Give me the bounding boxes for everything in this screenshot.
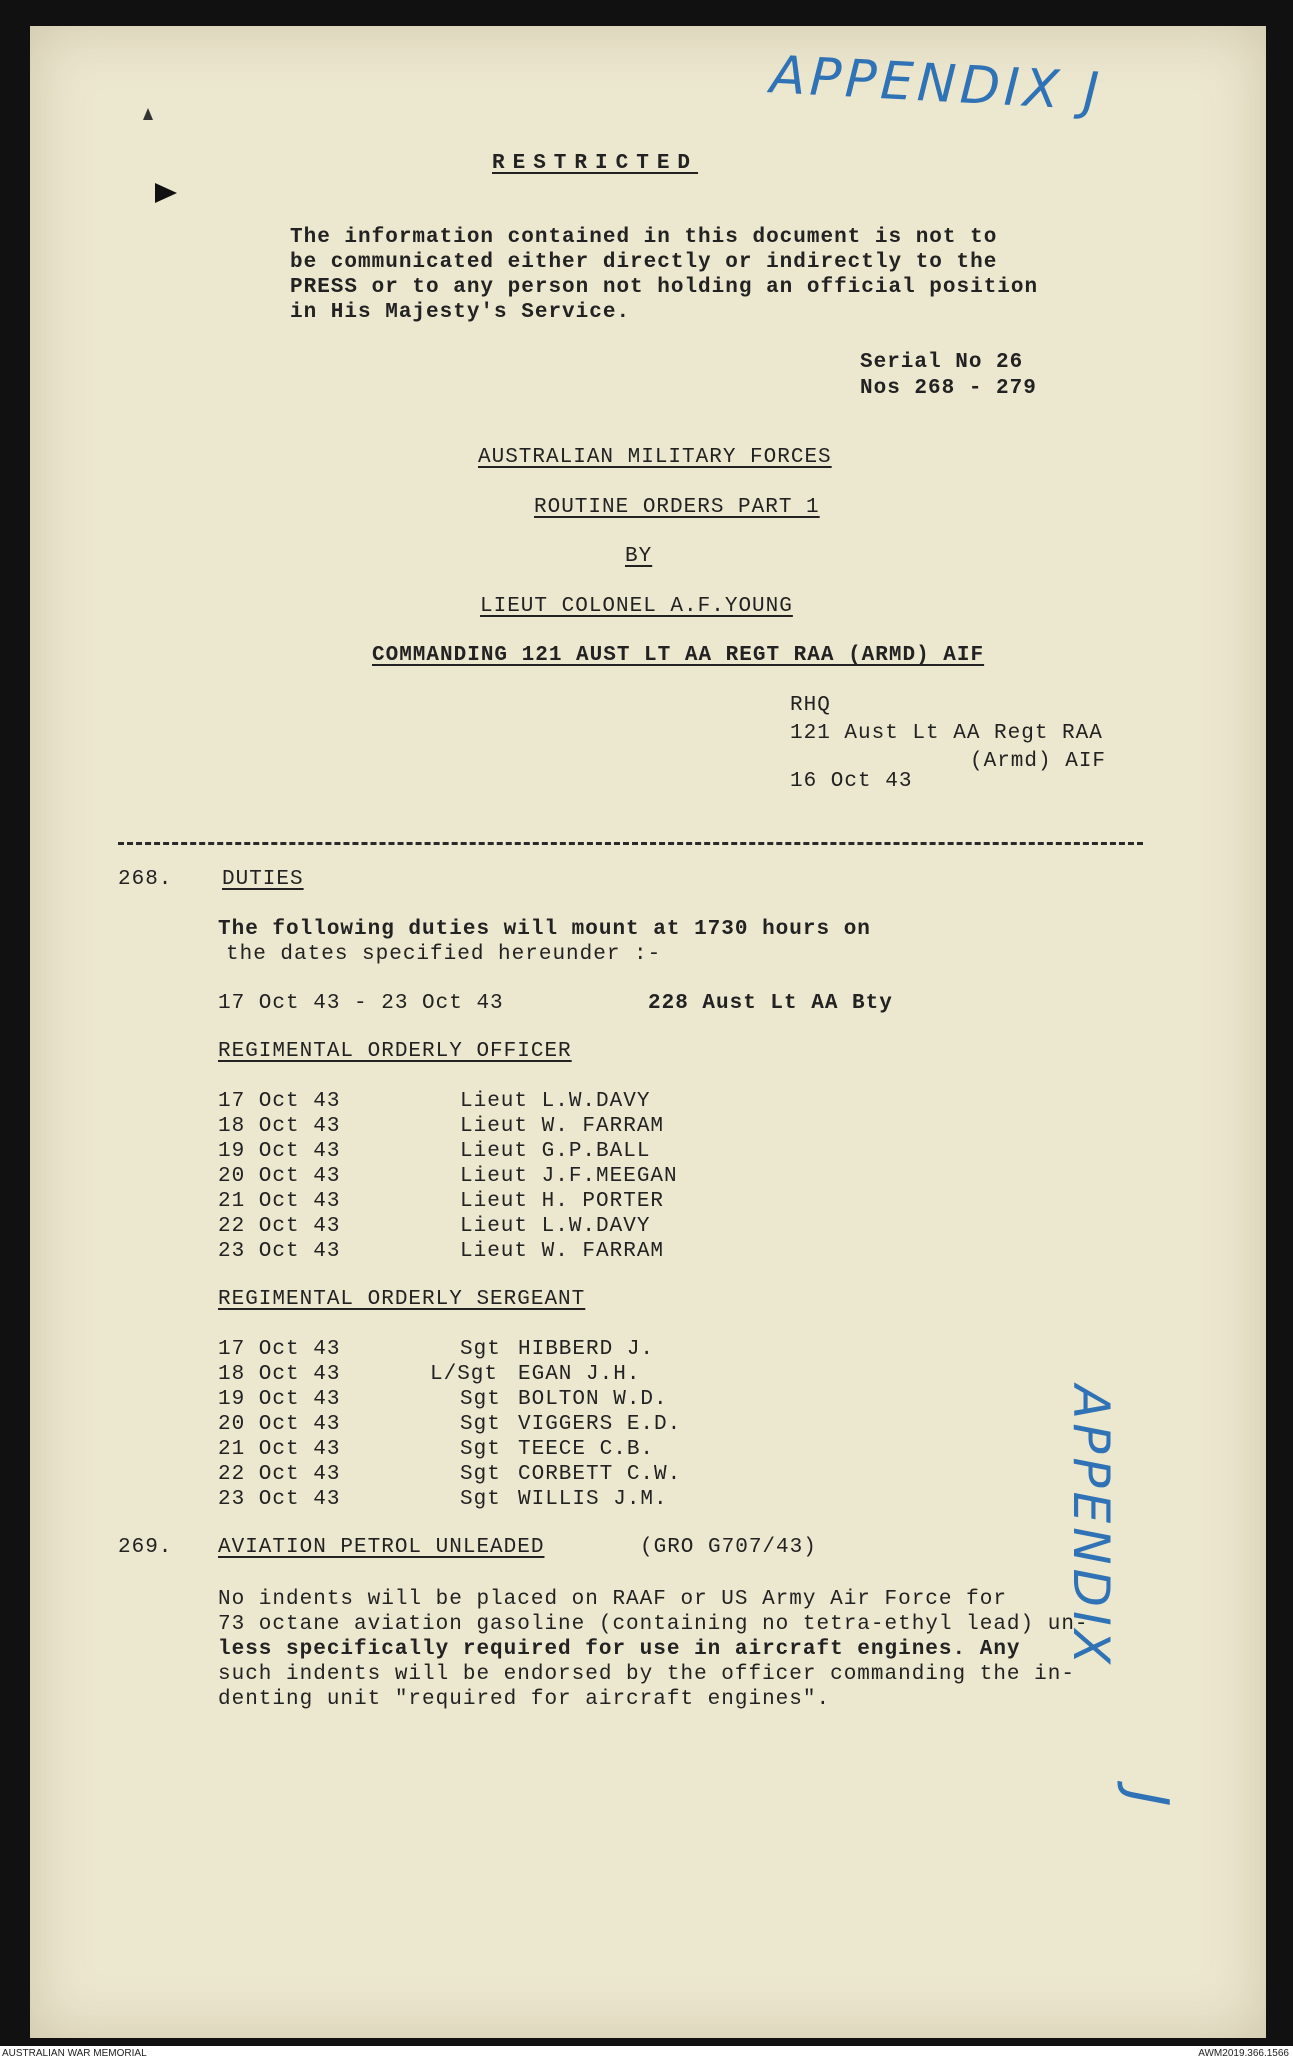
sergeant-rank: Sgt — [460, 1388, 501, 1411]
sergeant-rank: L/Sgt — [430, 1363, 499, 1386]
notice-line-3: PRESS or to any person not holding an official position — [290, 276, 1039, 299]
origin-date: 16 Oct 43 — [790, 770, 913, 793]
appendix-annotation-top: APPENDIX J — [768, 45, 1105, 123]
order-numbers: Nos 268 - 279 — [860, 377, 1037, 400]
sergeant-row — [218, 1363, 818, 1387]
section-269-body-2: 73 octane aviation gasoline (containing no tetra-ethyl lead) un- — [218, 1613, 1089, 1636]
sergeant-heading: REGIMENTAL ORDERLY SERGEANT — [218, 1288, 586, 1311]
sergeant-date: 23 Oct 43 — [218, 1488, 341, 1511]
officer-date: 17 Oct 43 — [218, 1090, 341, 1113]
sergeant-date: 18 Oct 43 — [218, 1363, 341, 1386]
duty-battery: 228 Aust Lt AA Bty — [648, 992, 893, 1015]
title-commander: LIEUT COLONEL A.F.YOUNG — [480, 595, 793, 618]
sergeant-name: HIBBERD J. — [518, 1338, 655, 1361]
origin-unit-cont: (Armd) AIF — [970, 750, 1107, 773]
document-page — [30, 26, 1266, 2038]
section-268-intro-2: the dates specified hereunder :- — [226, 943, 662, 966]
archive-footer — [0, 2046, 1293, 2061]
officer-date: 18 Oct 43 — [218, 1115, 341, 1138]
officer-name: Lieut L.W.DAVY — [460, 1215, 651, 1238]
section-269-body-1: No indents will be placed on RAAF or US Army Air Force for — [218, 1588, 1007, 1611]
officer-row — [218, 1190, 818, 1214]
sergeant-name: VIGGERS E.D. — [518, 1413, 682, 1436]
officer-row — [218, 1165, 818, 1189]
sergeant-date: 22 Oct 43 — [218, 1463, 341, 1486]
section-268-number: 268. — [118, 868, 173, 891]
origin-rhq: RHQ — [790, 694, 831, 717]
sergeant-row — [218, 1438, 818, 1462]
sergeant-date: 19 Oct 43 — [218, 1388, 341, 1411]
section-268-intro-1: The following duties will mount at 1730 hours on — [218, 918, 871, 941]
officer-name: Lieut W. FARRAM — [460, 1240, 665, 1263]
sergeant-name: BOLTON W.D. — [518, 1388, 668, 1411]
sergeant-rank: Sgt — [460, 1438, 501, 1461]
officer-name: Lieut G.P.BALL — [460, 1140, 651, 1163]
sergeant-rank: Sgt — [460, 1463, 501, 1486]
officer-date: 22 Oct 43 — [218, 1215, 341, 1238]
title-routine-orders: ROUTINE ORDERS PART 1 — [534, 496, 820, 519]
notice-line-1: The information contained in this document is not to — [290, 226, 998, 249]
officer-row — [218, 1115, 818, 1139]
officer-row — [218, 1240, 818, 1264]
title-command: COMMANDING 121 AUST LT AA REGT RAA (ARMD) AIF — [372, 644, 985, 667]
section-269-body-3: less specifically required for use in aircraft engines. Any — [218, 1638, 1021, 1661]
classification-heading: RESTRICTED — [492, 152, 699, 175]
sergeant-row — [218, 1413, 818, 1437]
section-divider — [118, 842, 1143, 845]
officer-heading: REGIMENTAL ORDERLY OFFICER — [218, 1040, 572, 1063]
title-forces: AUSTRALIAN MILITARY FORCES — [478, 446, 832, 469]
origin-unit: 121 Aust Lt AA Regt RAA — [790, 722, 1103, 745]
sergeant-row — [218, 1338, 818, 1362]
sergeant-row — [218, 1488, 818, 1512]
sergeant-name: WILLIS J.M. — [518, 1488, 668, 1511]
section-268-heading: DUTIES — [222, 868, 304, 891]
sergeant-name: CORBETT C.W. — [518, 1463, 682, 1486]
officer-row — [218, 1215, 818, 1239]
section-269-heading: AVIATION PETROL UNLEADED — [218, 1536, 545, 1559]
section-269-body-4: such indents will be endorsed by the officer commanding the in- — [218, 1663, 1075, 1686]
sergeant-row — [218, 1388, 818, 1412]
officer-date: 20 Oct 43 — [218, 1165, 341, 1188]
officer-date: 23 Oct 43 — [218, 1240, 341, 1263]
footer-institution: AUSTRALIAN WAR MEMORIAL — [2, 2048, 147, 2059]
officer-date: 19 Oct 43 — [218, 1140, 341, 1163]
footer-accession: AWM2019.366.1566 — [1198, 2048, 1289, 2059]
sergeant-rank: Sgt — [460, 1413, 501, 1436]
punch-mark — [155, 183, 177, 203]
sergeant-date: 17 Oct 43 — [218, 1338, 341, 1361]
notice-line-2: be communicated either directly or indirectly to the — [290, 251, 998, 274]
serial-number: Serial No 26 — [860, 351, 1024, 374]
sergeant-rank: Sgt — [460, 1488, 501, 1511]
sergeant-name: TEECE C.B. — [518, 1438, 655, 1461]
sergeant-name: EGAN J.H. — [518, 1363, 641, 1386]
sergeant-date: 21 Oct 43 — [218, 1438, 341, 1461]
officer-row — [218, 1140, 818, 1164]
officer-name: Lieut W. FARRAM — [460, 1115, 665, 1138]
officer-name: Lieut H. PORTER — [460, 1190, 665, 1213]
section-269-reference: (GRO G707/43) — [640, 1536, 817, 1559]
officer-name: Lieut J.F.MEEGAN — [460, 1165, 678, 1188]
officer-name: Lieut L.W.DAVY — [460, 1090, 651, 1113]
duty-period: 17 Oct 43 - 23 Oct 43 — [218, 992, 504, 1015]
appendix-annotation-side: APPENDIX — [1062, 1385, 1120, 1669]
officer-date: 21 Oct 43 — [218, 1190, 341, 1213]
appendix-annotation-side-letter: J — [1115, 1790, 1180, 1811]
notice-line-4: in His Majesty's Service. — [290, 301, 631, 324]
sergeant-rank: Sgt — [460, 1338, 501, 1361]
sergeant-date: 20 Oct 43 — [218, 1413, 341, 1436]
section-269-number: 269. — [118, 1536, 173, 1559]
section-269-body-5: denting unit "required for aircraft engines". — [218, 1688, 831, 1711]
title-by: BY — [625, 545, 653, 568]
officer-row — [218, 1090, 818, 1114]
sergeant-row — [218, 1463, 818, 1487]
punch-mark-small — [143, 108, 153, 120]
